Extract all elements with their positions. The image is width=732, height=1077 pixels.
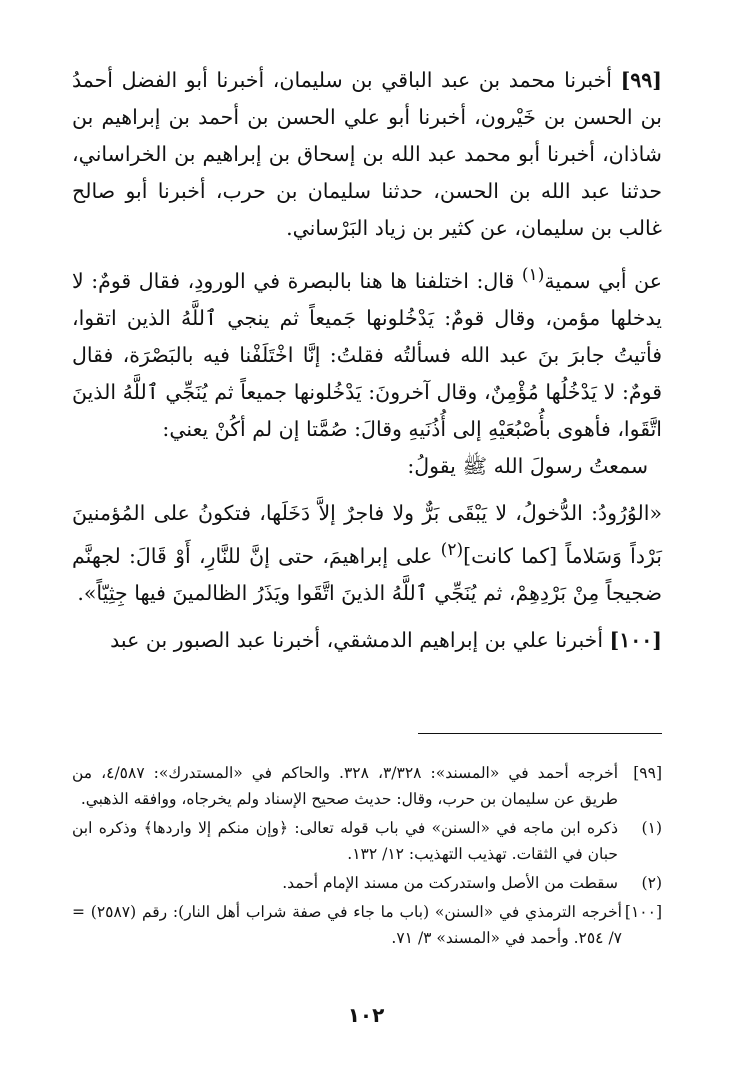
footnote-text: أخرجه أحمد في «المسند»: ٣/٣٢٨، ٣٢٨. والحاكم في «المستدرك»: ٤/٥٨٧، من طريق عن سليمان بن حرب، وقال: حديث صحيح الإسناد ولم يخرجاه، ووافقه الذهبي. [72, 764, 618, 808]
hadith-99 [72, 62, 662, 247]
footnote-mark: [١٠٠] [624, 903, 662, 921]
matn-paragraph [72, 257, 662, 448]
main-text [72, 62, 662, 659]
hadith-100 [72, 622, 662, 659]
footnote-mark: (٢) [641, 874, 662, 892]
isnad-text: أخبرنا علي بن إبراهيم الدمشقي، أخبرنا عبد الصبور بن عبد [110, 627, 610, 652]
hadith-number: [٩٩] [620, 68, 662, 92]
hadith-text [72, 495, 662, 612]
footnote-mark: (١) [641, 819, 662, 837]
hadith-number: [١٠٠] [609, 627, 662, 652]
footnotes [72, 760, 662, 954]
footnote-100 [72, 899, 662, 951]
hadith-text-start: «الوُرُودُ: الدُّخولُ، لا يَبْقَى بَرٌّ ولا فاجرٌ إلاَّ دَخَلَها، فتكونُ على المُؤمنينَ بَرْداً وَسَلاماً [كما كانت] [72, 500, 662, 568]
footnote-99 [72, 760, 662, 812]
prophet-saying-intro: سمعتُ رسولَ الله ﷺ يقولُ: [407, 453, 648, 478]
footnote-mark: [٩٩] [633, 764, 662, 782]
footnote-2 [72, 870, 662, 896]
footnote-ref-1: (١) [521, 265, 545, 285]
matn-text: قال: اختلفنا ها هنا بالبصرة في الورودِ، فقال قومٌ: لا يدخلها مؤمن، وقال قومٌ: يَدْخُلونها جَميعاً ثم ينجي ٱللَّهُ الذين اتقوا، فأتيتُ جابرَ بنَ عبد الله فسألتُه فقلتُ: إنَّا اخْتَلَفْنا فيه بالبَصْرَة، فقال قومٌ: لا يَدْخُلُها مُؤْمِنٌ، وقال آخرونَ: يَدْخُلونها جميعاً ثم يُنَجِّي ٱللَّهُ الذينَ اتَّقَوا، فأهوى بأُصْبُعَيْهِ إلى أُذُنَيهِ وقالَ: صُمَّتا إن لم أكُنْ يعني: [72, 268, 662, 441]
footnote-1 [72, 815, 662, 867]
page-number: ١٠٢ [347, 1003, 385, 1027]
footnote-ref-2: (٢) [440, 539, 464, 560]
isnad-text: أخبرنا محمد بن عبد الباقي بن سليمان، أخبرنا أبو الفضل أحمدُ بن الحسن بن خَيْرون، أخبرنا أبو علي الحسن بن أحمد بن إبراهيم بن شاذان، أخبرنا أبو محمد عبد الله بن إسحاق بن إبراهيم بن الخراساني، حدثنا عبد الله بن الحسن، حدثنا سليمان بن حرب، أخبرنا أبو صالح غالب بن سليمان، عن كثير بن زياد البَرْساني. [72, 68, 662, 240]
hadith-text-rest: على إبراهيمَ، حتى إنَّ للنَّارِ، أَوْ قَالَ: لجهنَّم ضجيجاً مِنْ بَرْدِهِمْ، ثم يُنَجِّي ٱللَّهُ الذينَ اتَّقَوا ويَذَرُ الظالمينَ فيها جِثِيّاً». [72, 543, 662, 605]
footnote-separator [418, 733, 662, 734]
footnote-text: ذكره ابن ماجه في «السنن» في باب قوله تعالى: ﴿وإن منكم إلا واردها﴾ وذكره ابن حبان في الثقات. تهذيب التهذيب: ١٢/ ١٣٢. [72, 819, 618, 863]
narrator-text: عن أبي سمية [544, 268, 662, 293]
footnote-text: سقطت من الأصل واستدركت من مسند الإمام أحمد. [282, 874, 618, 892]
footnote-text: أخرجه الترمذي في «السنن» (باب ما جاء في صفة شراب أهل النار): رقم (٢٥٨٧) = ٧/ ٢٥٤. وأحمد في «المسند» ٣/ ٧١. [72, 903, 622, 947]
